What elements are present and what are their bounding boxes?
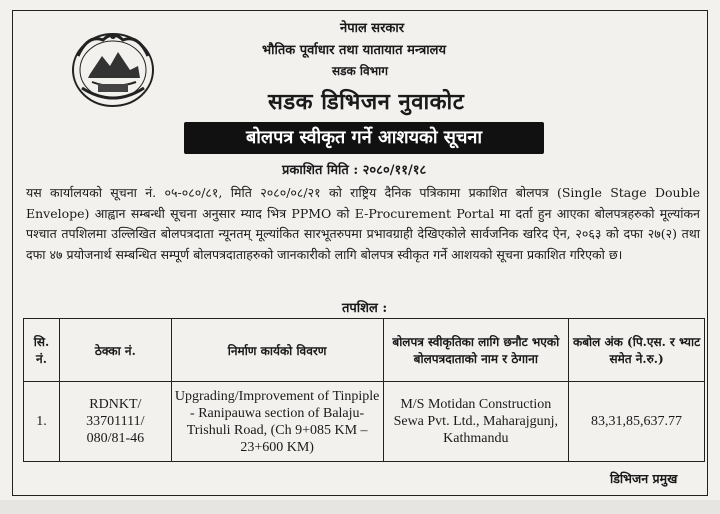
signer-title: डिभिजन प्रमुख: [610, 471, 678, 486]
cell-description: Upgrading/Improvement of Tinpiple - Ranipauwa section of Balaju-Trishuli Road, (Ch 9+085 KM – 23+600 KM): [171, 382, 383, 462]
bottom-margin: [0, 500, 720, 514]
table-header-row: [24, 319, 705, 382]
header-division: सडक डिभिजन नुवाकोट: [268, 89, 465, 115]
header-department: सडक विभाग: [332, 64, 389, 78]
col-header-amount: कबोल अंक (पि.एस. र भ्याट समेत ने.रु.): [569, 319, 705, 382]
notice-title-banner: बोलपत्र स्वीकृत गर्ने आशयको सूचना: [184, 122, 544, 154]
col-header-bidder: बोलपत्र स्वीकृतिका लागि छनौट भएको बोलपत्रदाताको नाम र ठेगाना: [383, 319, 569, 382]
col-header-description: निर्माण कार्यको विवरण: [171, 319, 383, 382]
published-date: प्रकाशित मिति : २०८०/११/१८: [282, 163, 427, 178]
header-government: नेपाल सरकार: [340, 21, 405, 36]
cell-bidder: M/S Motidan Construction Sewa Pvt. Ltd., Maharajgunj, Kathmandu: [383, 382, 569, 462]
table-row: [24, 382, 705, 462]
header-ministry: भौतिक पूर्वाधार तथा यातायात मन्त्रालय: [262, 43, 447, 58]
notice-body: यस कार्यालयको सूचना नं. ०५-०८०/८१, मिति २०८०/०८/२१ को राष्ट्रिय दैनिक पत्रिकामा प्रकाशित बोलपत्र (Single Stage Double Envelope) आह्वान सम्बन्धी सूचना अनुसार म्याद भित्र PPMO को E-Procurement Portal मा दर्ता हुन आएका बोलपत्रहरुको मूल्यांकन पश्चात तपशिलमा उल्लिखित बोलपत्रदाता न्यूनतम् मूल्यांकित सारभूतरुपमा प्रभावग्राही देखिएकोले सार्वजनिक खरिद ऐन, २०६३ को दफा २७(२) तथा दफा ४७ प्रयोजनार्थ सम्बन्धित सम्पूर्ण बोलपत्रदाताहरुको जानकारीको लागि बोलपत्र स्वीकृत गर्ने आशयको सूचना प्रकाशित गरिएको छ।: [26, 185, 700, 262]
cell-sn: 1.: [24, 382, 60, 462]
government-emblem-icon: [68, 26, 158, 110]
details-label: तपशिल :: [342, 301, 388, 316]
cell-contract-no: RDNKT/ 33701111/ 080/81-46: [59, 382, 171, 462]
col-header-contract-no: ठेक्का नं.: [59, 319, 171, 382]
award-table: [23, 318, 705, 462]
col-header-sn: सि. नं.: [24, 319, 60, 382]
cell-amount: 83,31,85,637.77: [569, 382, 705, 462]
